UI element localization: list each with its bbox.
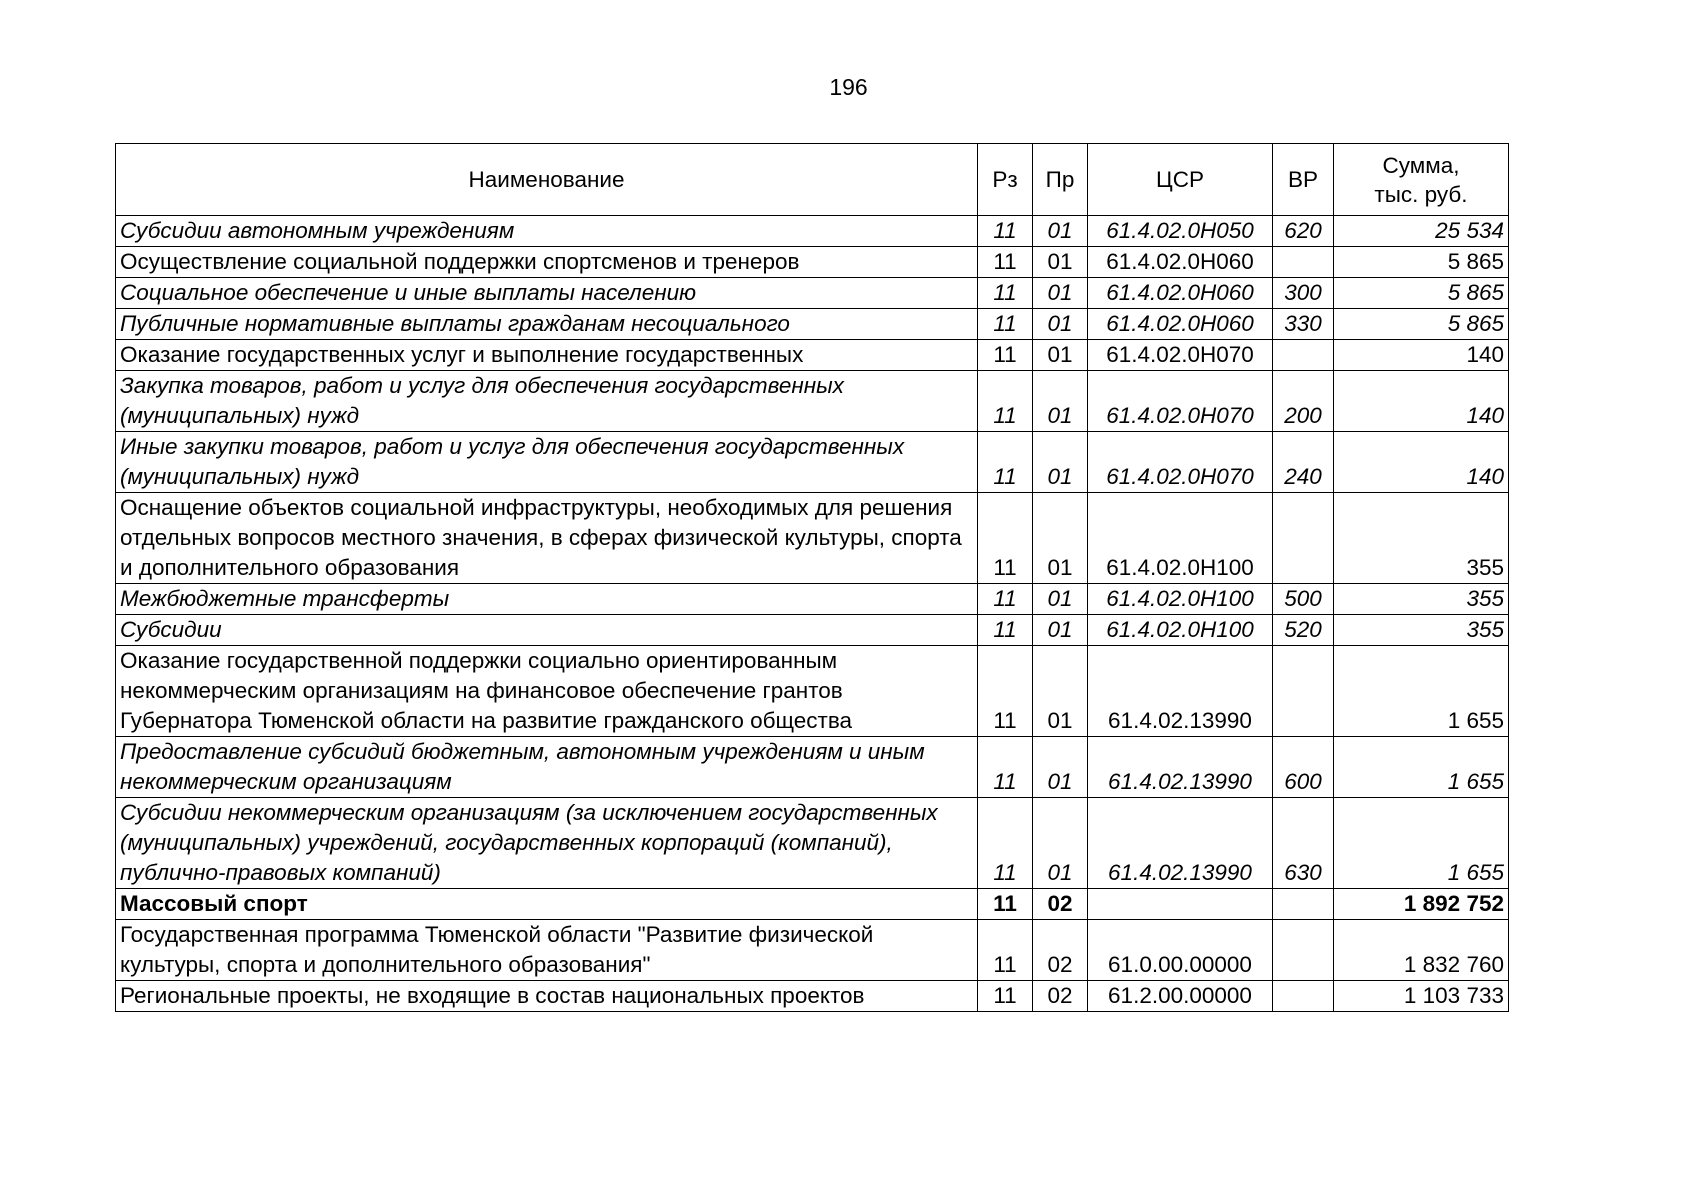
cell-name: Социальное обеспечение и иные выплаты населению: [116, 278, 978, 309]
cell-sum: 5 865: [1334, 247, 1509, 278]
cell-vr: [1273, 247, 1334, 278]
table-row: [116, 309, 1509, 340]
cell-rz: 11: [978, 493, 1033, 584]
cell-sum: 355: [1334, 615, 1509, 646]
header-name: Наименование: [116, 144, 978, 216]
table-header-row: [116, 144, 1509, 216]
table-row: [116, 798, 1509, 889]
cell-rz: 11: [978, 889, 1033, 920]
cell-name: Массовый спорт: [116, 889, 978, 920]
cell-name: Публичные нормативные выплаты гражданам несоциального: [116, 309, 978, 340]
header-csr: ЦСР: [1088, 144, 1273, 216]
cell-vr: [1273, 646, 1334, 737]
cell-pr: 01: [1033, 798, 1088, 889]
cell-vr: [1273, 493, 1334, 584]
cell-vr: 620: [1273, 216, 1334, 247]
cell-sum: 355: [1334, 584, 1509, 615]
cell-vr: [1273, 889, 1334, 920]
cell-vr: [1273, 981, 1334, 1012]
page-number: 196: [829, 74, 868, 100]
table-row: [116, 646, 1509, 737]
cell-name: Субсидии: [116, 615, 978, 646]
cell-name: Закупка товаров, работ и услуг для обеспечения государственных (муниципальных) нужд: [116, 371, 978, 432]
header-sum: Сумма, тыс. руб.: [1334, 144, 1509, 216]
table-row: [116, 371, 1509, 432]
cell-name: Субсидии автономным учреждениям: [116, 216, 978, 247]
cell-pr: 01: [1033, 646, 1088, 737]
cell-csr: 61.4.02.13990: [1088, 646, 1273, 737]
cell-pr: 01: [1033, 737, 1088, 798]
cell-pr: 01: [1033, 584, 1088, 615]
table-row: [116, 981, 1509, 1012]
cell-pr: 01: [1033, 432, 1088, 493]
header-vr: ВР: [1273, 144, 1334, 216]
cell-csr: 61.4.02.0Н070: [1088, 432, 1273, 493]
cell-csr: [1088, 889, 1273, 920]
cell-sum: 1 892 752: [1334, 889, 1509, 920]
cell-pr: 01: [1033, 216, 1088, 247]
cell-name: Оказание государственных услуг и выполнение государственных: [116, 340, 978, 371]
cell-csr: 61.4.02.13990: [1088, 798, 1273, 889]
cell-rz: 11: [978, 615, 1033, 646]
cell-sum: 140: [1334, 340, 1509, 371]
cell-csr: 61.4.02.0Н060: [1088, 278, 1273, 309]
cell-pr: 01: [1033, 247, 1088, 278]
table-row: [116, 216, 1509, 247]
cell-sum: 140: [1334, 371, 1509, 432]
cell-name: Осуществление социальной поддержки спортсменов и тренеров: [116, 247, 978, 278]
cell-vr: 520: [1273, 615, 1334, 646]
table-row: [116, 920, 1509, 981]
cell-rz: 11: [978, 216, 1033, 247]
cell-name: Предоставление субсидий бюджетным, автономным учреждениям и иным некоммерческим организациям: [116, 737, 978, 798]
header-pr: Пр: [1033, 144, 1088, 216]
table-row: [116, 737, 1509, 798]
cell-rz: 11: [978, 340, 1033, 371]
cell-pr: 01: [1033, 371, 1088, 432]
cell-name: Межбюджетные трансферты: [116, 584, 978, 615]
cell-sum: 140: [1334, 432, 1509, 493]
cell-pr: 02: [1033, 920, 1088, 981]
cell-pr: 01: [1033, 340, 1088, 371]
cell-vr: 240: [1273, 432, 1334, 493]
cell-rz: 11: [978, 737, 1033, 798]
cell-csr: 61.4.02.0Н100: [1088, 584, 1273, 615]
cell-sum: 1 103 733: [1334, 981, 1509, 1012]
cell-rz: 11: [978, 432, 1033, 493]
cell-vr: [1273, 920, 1334, 981]
cell-pr: 02: [1033, 981, 1088, 1012]
table-row: [116, 615, 1509, 646]
cell-sum: 1 655: [1334, 646, 1509, 737]
cell-csr: 61.4.02.13990: [1088, 737, 1273, 798]
cell-pr: 02: [1033, 889, 1088, 920]
cell-csr: 61.4.02.0Н060: [1088, 309, 1273, 340]
table-row: [116, 584, 1509, 615]
cell-csr: 61.4.02.0Н050: [1088, 216, 1273, 247]
cell-sum: 5 865: [1334, 278, 1509, 309]
table-row: [116, 889, 1509, 920]
cell-pr: 01: [1033, 493, 1088, 584]
cell-csr: 61.4.02.0Н070: [1088, 340, 1273, 371]
cell-rz: 11: [978, 584, 1033, 615]
cell-vr: 600: [1273, 737, 1334, 798]
cell-sum: 5 865: [1334, 309, 1509, 340]
cell-csr: 61.4.02.0Н100: [1088, 615, 1273, 646]
cell-name: Оснащение объектов социальной инфраструктуры, необходимых для решения отдельных вопросов местного значения, в сферах физической культуры, спорта и дополнительного образования: [116, 493, 978, 584]
cell-sum: 25 534: [1334, 216, 1509, 247]
cell-csr: 61.2.00.00000: [1088, 981, 1273, 1012]
table-row: [116, 493, 1509, 584]
cell-name: Региональные проекты, не входящие в состав национальных проектов: [116, 981, 978, 1012]
budget-table: [115, 143, 1509, 1012]
cell-vr: 630: [1273, 798, 1334, 889]
cell-vr: 500: [1273, 584, 1334, 615]
cell-rz: 11: [978, 247, 1033, 278]
cell-name: Оказание государственной поддержки социально ориентированным некоммерческим организациям на финансовое обеспечение грантов Губернатора Тюменской области на развитие гражданского общества: [116, 646, 978, 737]
cell-pr: 01: [1033, 309, 1088, 340]
cell-name: Иные закупки товаров, работ и услуг для обеспечения государственных (муниципальных) нужд: [116, 432, 978, 493]
cell-pr: 01: [1033, 615, 1088, 646]
cell-sum: 355: [1334, 493, 1509, 584]
cell-vr: 300: [1273, 278, 1334, 309]
cell-rz: 11: [978, 920, 1033, 981]
cell-sum: 1 655: [1334, 798, 1509, 889]
cell-name: Государственная программа Тюменской области "Развитие физической культуры, спорта и дополнительного образования": [116, 920, 978, 981]
cell-sum: 1 655: [1334, 737, 1509, 798]
table-body: [116, 216, 1509, 1012]
cell-vr: [1273, 340, 1334, 371]
cell-rz: 11: [978, 278, 1033, 309]
header-rz: Рз: [978, 144, 1033, 216]
table-row: [116, 340, 1509, 371]
table-row: [116, 247, 1509, 278]
cell-rz: 11: [978, 981, 1033, 1012]
table-row: [116, 278, 1509, 309]
cell-csr: 61.4.02.0Н060: [1088, 247, 1273, 278]
cell-rz: 11: [978, 798, 1033, 889]
cell-csr: 61.4.02.0Н070: [1088, 371, 1273, 432]
cell-rz: 11: [978, 371, 1033, 432]
cell-name: Субсидии некоммерческим организациям (за исключением государственных (муниципальных) учреждений, государственных корпораций (компаний), публично-правовых компаний): [116, 798, 978, 889]
table-row: [116, 432, 1509, 493]
cell-sum: 1 832 760: [1334, 920, 1509, 981]
cell-pr: 01: [1033, 278, 1088, 309]
cell-vr: 330: [1273, 309, 1334, 340]
cell-vr: 200: [1273, 371, 1334, 432]
cell-rz: 11: [978, 309, 1033, 340]
cell-rz: 11: [978, 646, 1033, 737]
cell-csr: 61.0.00.00000: [1088, 920, 1273, 981]
cell-csr: 61.4.02.0Н100: [1088, 493, 1273, 584]
